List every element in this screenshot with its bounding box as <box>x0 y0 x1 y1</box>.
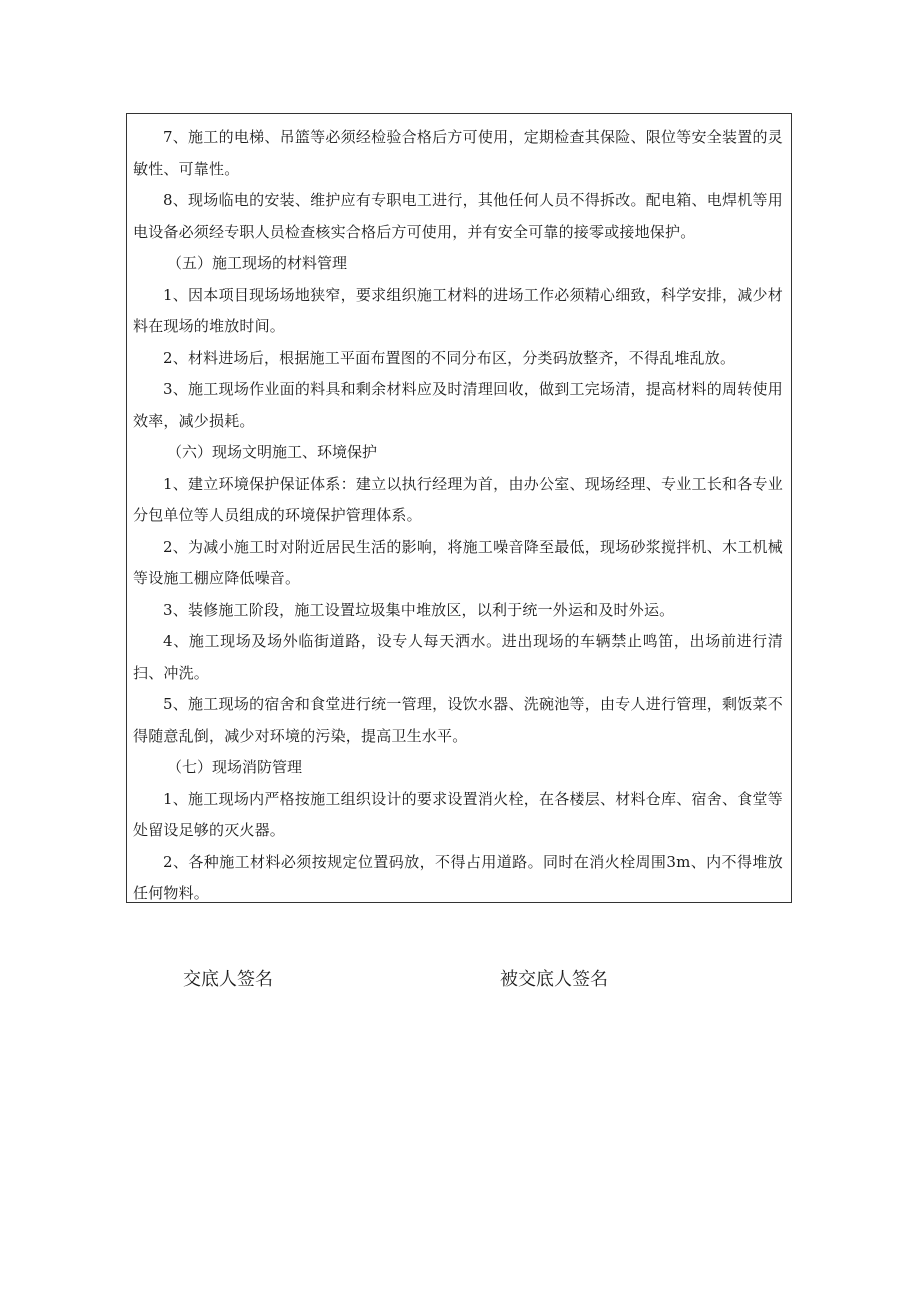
paragraph-8-electrical: 8、现场临电的安装、维护应有专职电工进行，其他任何人员不得拆改。配电箱、电焊机等用电设备必须经专职人员检查核实合格后方可使用，并有安全可靠的接零或接地保护。 <box>133 191 783 241</box>
paragraph-fire-2: 2、各种施工材料必须按规定位置码放，不得占用道路。同时在消火栓周围3m、内不得堆放任何物料。 <box>133 852 783 902</box>
paragraph-fire-1: 1、施工现场内严格按施工组织设计的要求设置消火栓，在各楼层、材料仓库、宿舍、食堂等处留设足够的灭火器。 <box>133 789 783 839</box>
paragraph-environment-1: 1、建立环境保护保证体系：建立以执行经理为首，由办公室、现场经理、专业工长和各专业分包单位等人员组成的环境保护管理体系。 <box>133 474 783 524</box>
section-heading-materials: （五）施工现场的材料管理 <box>167 254 348 272</box>
paragraph-environment-5: 5、施工现场的宿舍和食堂进行统一管理，设饮水器、洗碗池等，由专人进行管理，剩饭菜不得随意乱倒，减少对环境的污染，提高卫生水平。 <box>133 695 783 745</box>
paragraph-materials-1: 1、因本项目现场场地狭窄，要求组织施工材料的进场工作必须精心细致，科学安排，减少材料在现场的堆放时间。 <box>133 285 783 335</box>
signature-label-recipient: 被交底人签名 <box>500 969 608 990</box>
section-heading-environment: （六）现场文明施工、环境保护 <box>167 443 378 461</box>
signature-row <box>0 965 920 995</box>
signature-label-discloser: 交底人签名 <box>183 969 273 990</box>
paragraph-environment-3: 3、装修施工阶段，施工设置垃圾集中堆放区，以利于统一外运和及时外运。 <box>163 600 675 619</box>
section-heading-fire: （七）现场消防管理 <box>167 758 303 776</box>
paragraph-environment-2: 2、为减小施工时对附近居民生活的影响，将施工噪音降至最低，现场砂浆搅拌机、木工机械等设施工棚应降低噪音。 <box>133 537 783 587</box>
content-box <box>126 113 792 903</box>
paragraph-materials-2: 2、材料进场后，根据施工平面布置图的不同分布区，分类码放整齐，不得乱堆乱放。 <box>163 348 736 367</box>
paragraph-materials-3: 3、施工现场作业面的料具和剩余材料应及时清理回收，做到工完场清，提高材料的周转使用效率，减少损耗。 <box>133 380 783 430</box>
paragraph-7-elevator: 7、施工的电梯、吊篮等必须经检验合格后方可使用，定期检查其保险、限位等安全装置的灵敏性、可靠性。 <box>133 128 783 178</box>
paragraph-environment-4: 4、施工现场及场外临街道路，设专人每天洒水。进出现场的车辆禁止鸣笛，出场前进行清扫、冲洗。 <box>133 632 783 682</box>
